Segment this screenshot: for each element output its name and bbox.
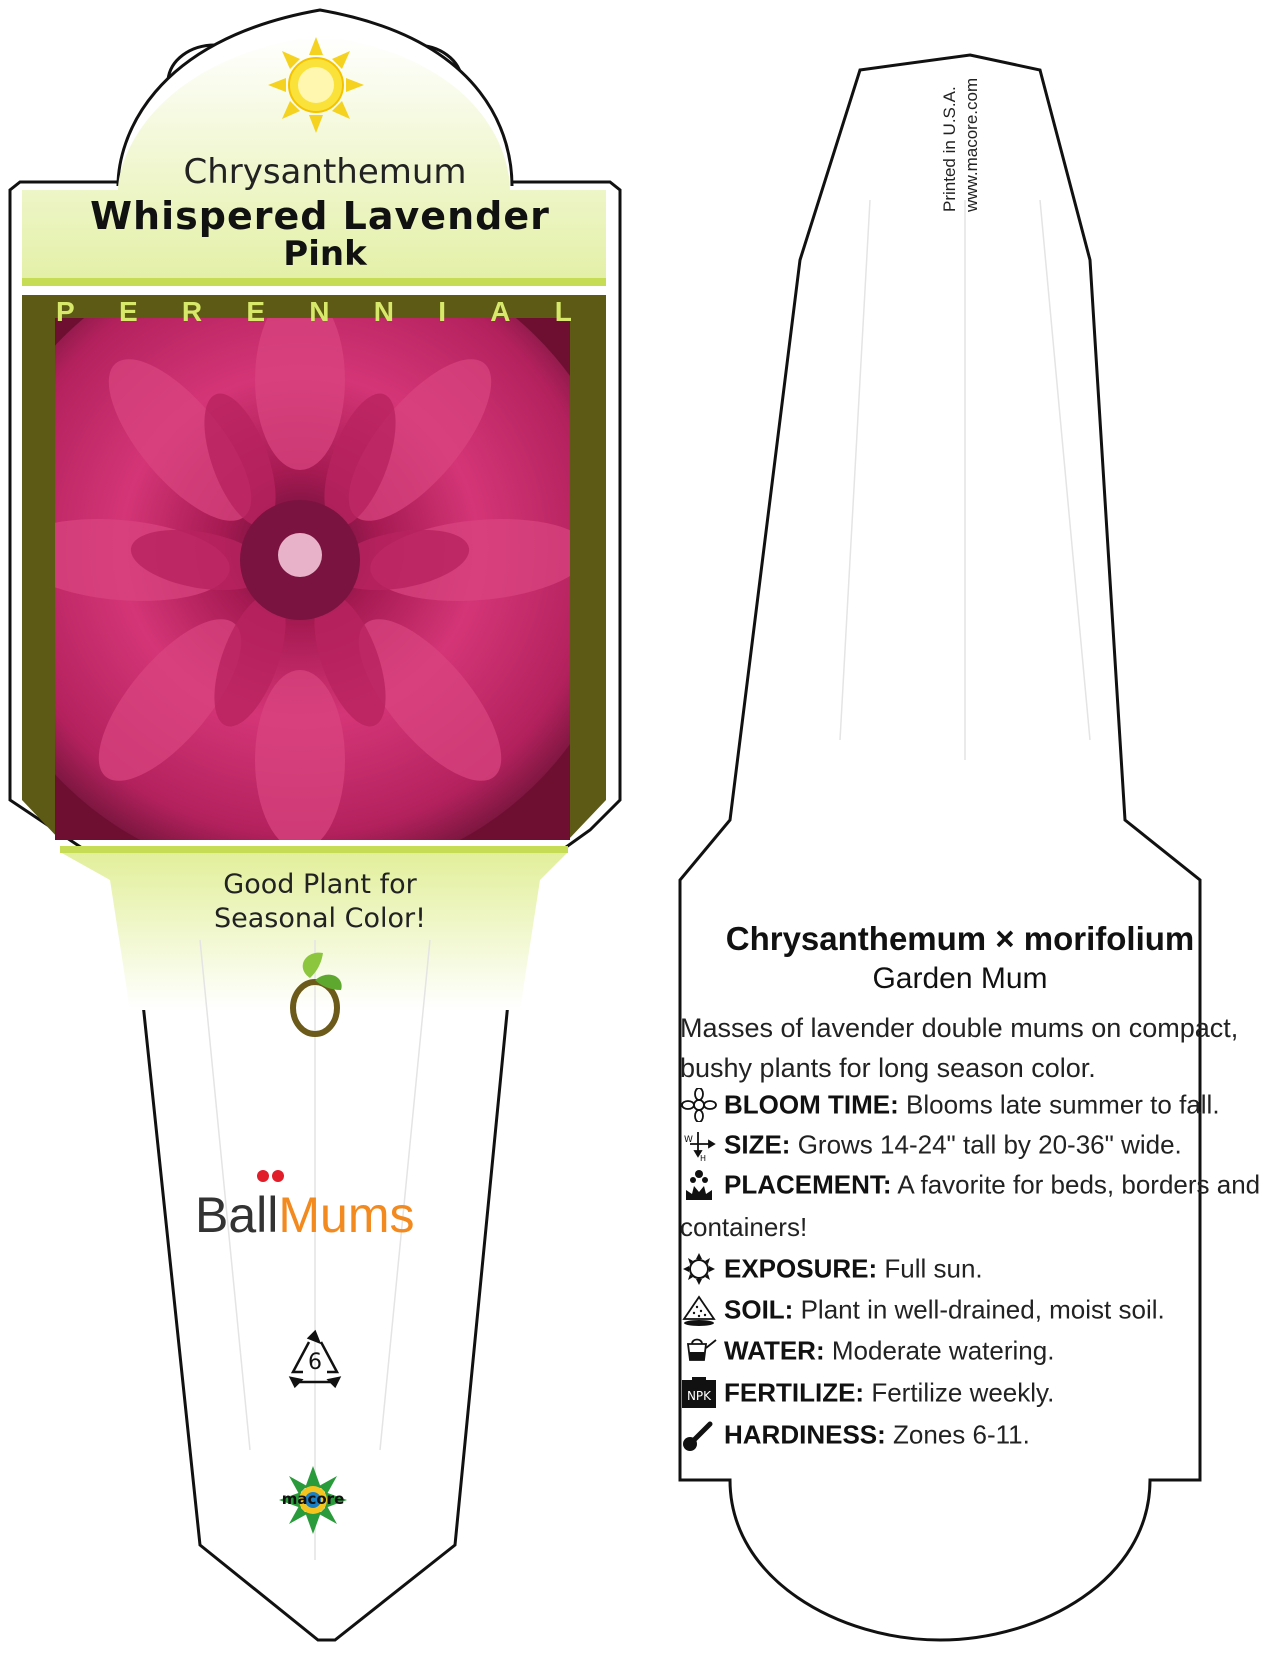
attribute-exposure bbox=[680, 1252, 983, 1286]
category-letter: R bbox=[181, 296, 203, 327]
attribute-bloom-time bbox=[680, 1088, 1220, 1122]
sun-icon bbox=[680, 1252, 718, 1286]
attribute-label: SOIL: bbox=[724, 1294, 794, 1325]
attribute-value: Plant in well-drained, moist soil. bbox=[800, 1294, 1165, 1325]
attribute-label: FERTILIZE: bbox=[724, 1377, 865, 1408]
macore-logo-text: macore bbox=[281, 1490, 345, 1508]
attribute-water bbox=[680, 1334, 1054, 1368]
brand-ball: Ball bbox=[195, 1187, 279, 1243]
attribute-label: SIZE: bbox=[724, 1129, 791, 1160]
attribute-value: Grows 14-24" tall by 20-36" wide. bbox=[797, 1129, 1182, 1160]
category-letter: P bbox=[56, 296, 75, 327]
attribute-size bbox=[680, 1128, 1182, 1162]
attribute-value: Zones 6-11. bbox=[893, 1419, 1030, 1450]
attribute-fertilize bbox=[680, 1376, 1054, 1410]
plant-description: Masses of lavender double mums on compact, bushy plants for long season color. bbox=[680, 1013, 1239, 1083]
attribute-label: BLOOM TIME: bbox=[724, 1089, 899, 1120]
category-letter: L bbox=[554, 296, 572, 327]
plant-variety-title-line2: Pink bbox=[283, 234, 367, 274]
thermometer-icon bbox=[680, 1418, 718, 1452]
slogan-line: Seasonal Color! bbox=[214, 903, 426, 934]
npk-icon bbox=[680, 1376, 718, 1410]
watering-can-icon bbox=[680, 1334, 718, 1368]
category-label bbox=[56, 296, 572, 328]
flower-photo bbox=[0, 240, 630, 880]
attribute-label: WATER: bbox=[724, 1335, 825, 1366]
attribute-value: Full sun. bbox=[884, 1253, 983, 1284]
attribute-hardiness bbox=[680, 1418, 1030, 1452]
botanical-name: Chrysanthemum × morifolium bbox=[725, 920, 1195, 957]
plant-variety-title: Whispered Lavender bbox=[90, 194, 550, 238]
attribute-value: Blooms late summer to fall. bbox=[906, 1089, 1220, 1120]
attribute-value: containers! bbox=[680, 1212, 808, 1242]
attribute-placement-cont bbox=[680, 1212, 807, 1243]
size-arrows-icon bbox=[680, 1128, 718, 1162]
brand-mums: Mums bbox=[278, 1187, 415, 1243]
printer-info bbox=[940, 52, 980, 222]
svg-text:W: W bbox=[684, 1135, 693, 1146]
attribute-label: HARDINESS: bbox=[724, 1419, 886, 1450]
website-text: www.macore.com bbox=[962, 77, 981, 212]
placement-plants-icon bbox=[680, 1168, 718, 1202]
category-letter: A bbox=[490, 296, 511, 327]
npk-label: NPK bbox=[686, 1389, 712, 1404]
recycle-number: 6 bbox=[308, 1350, 322, 1375]
category-letter: N bbox=[309, 296, 330, 327]
category-letter: N bbox=[373, 296, 395, 327]
svg-text:H: H bbox=[700, 1154, 707, 1163]
attribute-label: PLACEMENT: bbox=[724, 1169, 892, 1200]
soil-icon bbox=[680, 1293, 718, 1327]
attribute-placement bbox=[680, 1168, 1260, 1202]
category-letter: E bbox=[246, 296, 266, 327]
plant-genus-title: Chrysanthemum bbox=[183, 152, 467, 192]
slogan-line: Good Plant for bbox=[223, 869, 417, 900]
brand-logo bbox=[195, 1186, 414, 1244]
category-letter: I bbox=[438, 296, 447, 327]
attribute-value: Moderate watering. bbox=[831, 1335, 1055, 1366]
sun-icon bbox=[268, 37, 364, 133]
attribute-value: A favorite for beds, borders and bbox=[897, 1169, 1261, 1200]
attribute-soil bbox=[680, 1293, 1165, 1327]
attribute-label: EXPOSURE: bbox=[724, 1253, 878, 1284]
printed-in-text: Printed in U.S.A. bbox=[940, 86, 959, 212]
category-letter: E bbox=[118, 296, 138, 327]
common-name: Garden Mum bbox=[872, 962, 1048, 995]
flower-icon bbox=[680, 1088, 718, 1122]
attribute-value: Fertilize weekly. bbox=[871, 1377, 1055, 1408]
slogan bbox=[140, 868, 500, 936]
